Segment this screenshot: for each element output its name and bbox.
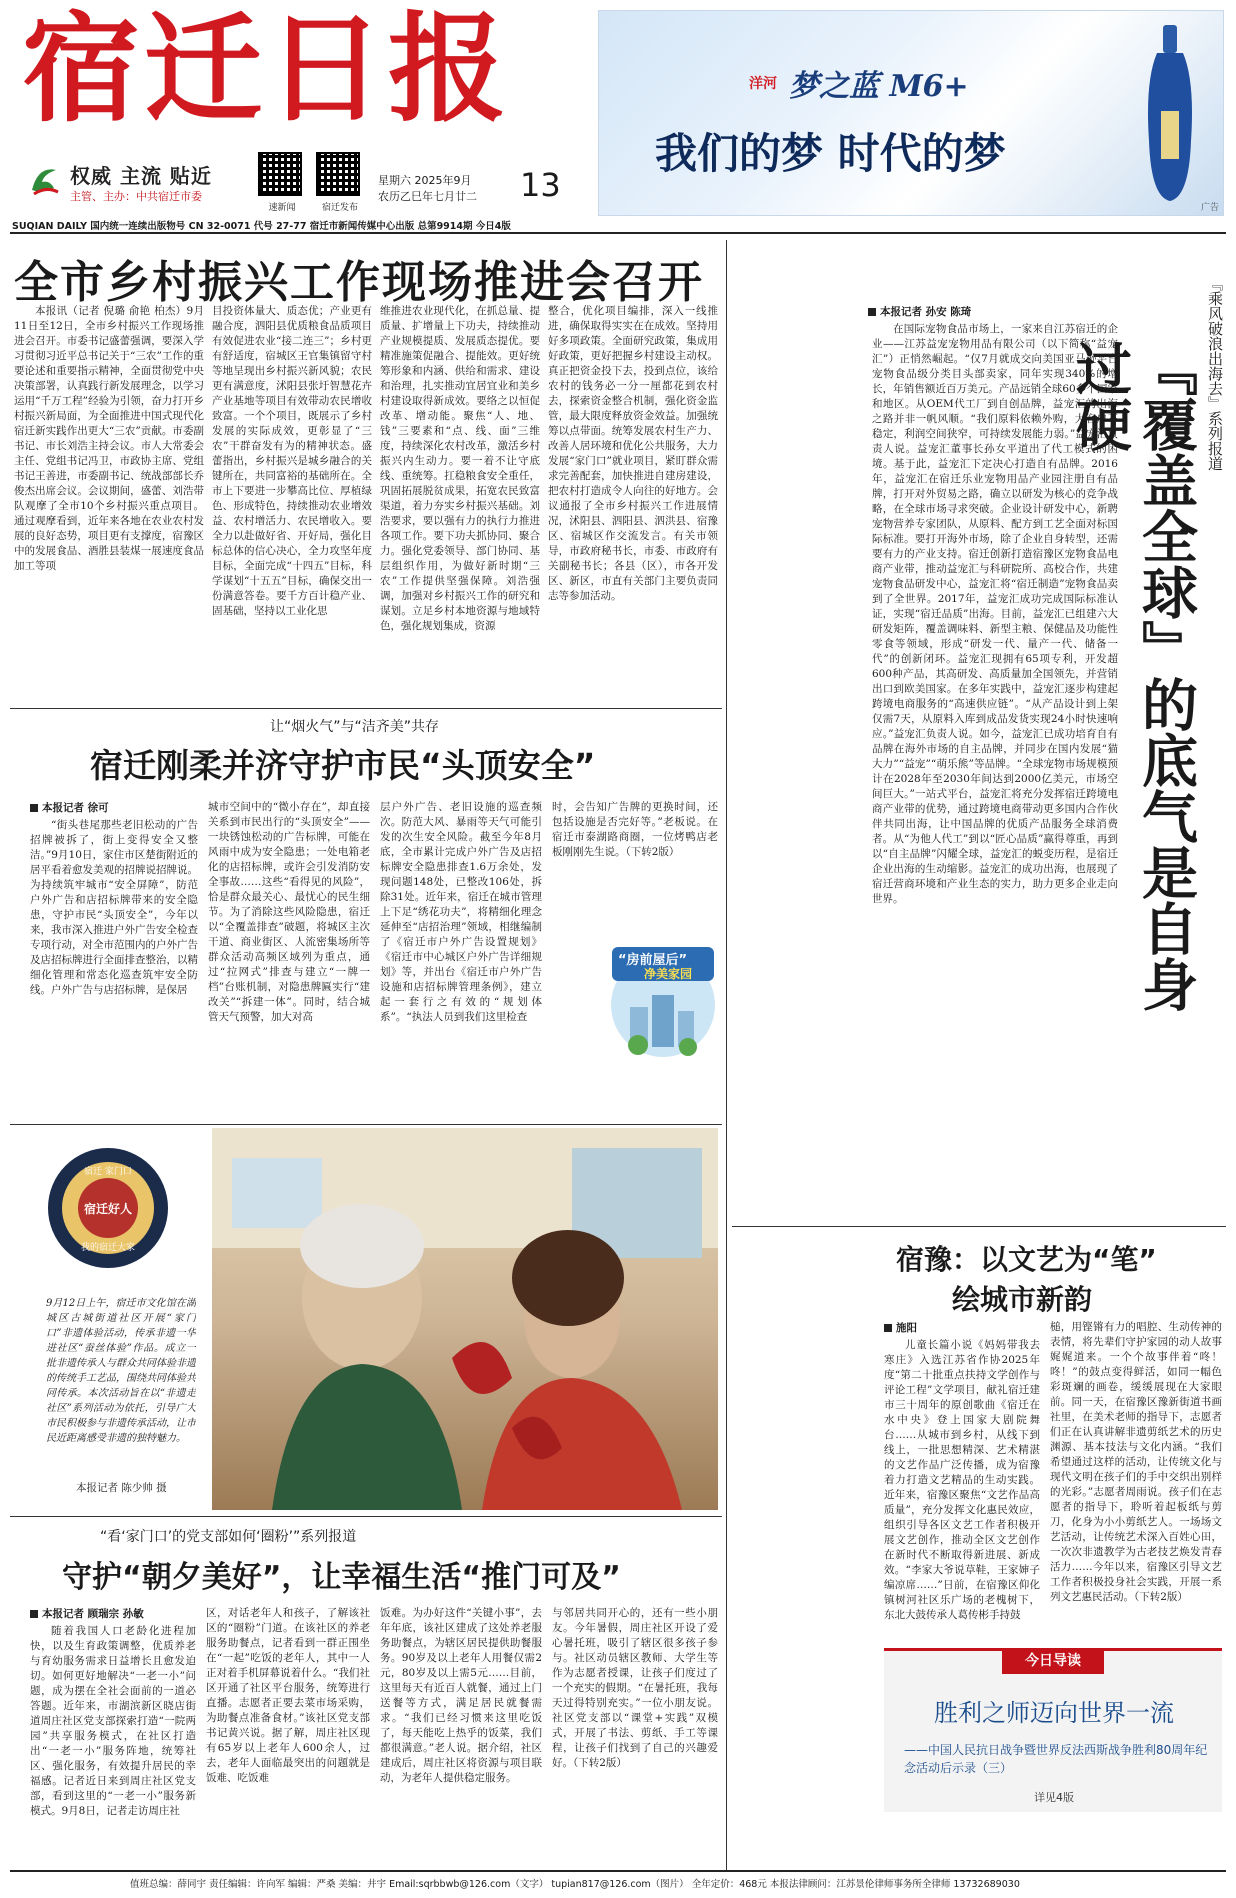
date-day: 13	[520, 166, 561, 204]
photo-sidebar	[10, 1128, 208, 1510]
qr-label: 宿迁发布	[321, 203, 358, 213]
qr-code-icon[interactable]	[258, 152, 302, 196]
lead-column: 维推进农业现代化，在抓总量、提质量、扩增量上下功夫，持续推动产业规模提质、发展质态提优。要精准施策促融合、提能效。更好统筹形象和内涵、供给和需求、建设和治理，扎实推动宜居宜业和美乡村建设取得新成效。要络之以恒促改革、增动能。聚焦“人、地、钱”三要素和“点、线、面”三维度，持续深化农村改革，激活乡村振兴内生动力。要一着不让守底线、重统筹。扛稳粮食安全重任，巩固拓展脱贫成果，拓宽农民致富渠道，着力夯实乡村振兴基础。刘浩要求，要以强有力的执行力推进各项工作。要下功夫抓协同、聚合力。强化党委领导、部门协同、基层组织作用，为做好新时期“三农”工作提供坚强保障。刘浩强调，加强对乡村振兴工作的研究和谋划。立足乡村本地资源与地域特色，强化规划集成，资源	[380, 305, 540, 632]
lead-column: 本报讯（记者 倪璐 俞艳 柏杰）9月11日至12日，全市乡村振兴工作现场推进会召开。市委书记盛蕾强调，要深入学习贯彻习近平总书记关于“三农”工作的重要论述和重要指示精神，全面贯彻党中央决策部署，认真践行新发展理念，以学习运用“千万工程”经验为引领，奋力打开乡村振兴新局面，为全面推进中国式现代化宿迁新实践作出更大“三农”贡献。市委副书记、市长刘浩主持会议。市人大常委会主任、党组书记冯卫，市政协主席、党组书记王善进，市委副书记、统战部部长乔俊杰出席会议。会议期间，盛蕾、刘浩带队观摩了全市10个乡村振兴重点项目。通过观摩看到，近年来各地在农业农村发展的良好态势，项目更有支撑度，宿豫区中的发展食品、酒胜县装煤一展速度食品加工等项	[14, 305, 204, 572]
slogan-logo-icon	[24, 160, 64, 200]
today-guide-box[interactable]	[884, 1648, 1222, 1812]
mid-column: 城市空间中的“微小存在”，却直接关系到市民出行的“头顶安全”——一块锈蚀松动的广告标牌，可能在风雨中成为安全隐患；一处电箱老化的店招标牌，或许会引发消防安全事故……这些“看得见的风险”，恰是群众最关心、最忧心的民生细节。为了消除这些风险隐患，宿迁以“全覆盖排查”破题，将城区主次干道、商业街区、人流密集场所等群众活动高频区域列为重点，通过“拉网式”排查与建立“一牌一档”台账机制，对隐患牌匾实行“建改关”“拆建一体”。同时，结合城管天气预警，加大对高	[208, 801, 370, 1023]
divider	[10, 232, 1226, 234]
feature-photo[interactable]	[212, 1128, 718, 1510]
culture-column: 槌，用铿锵有力的唱腔、生动传神的表情，将先辈们守护家园的动人故事娓娓道来。一个个故事伴着“咚！咚！”的鼓点变得鲜活，如同一幅色彩斑斓的画卷，缓缓展现在大家眼前。同一天，在宿豫区豫新街道书画社里，在美术老师的指导下，志愿者们正在认真讲解非遗剪纸艺术的历史渊源、基本技法与文化内涵。“我们希望通过这样的活动，让传统文化与现代文明在孩子们的手中交织出别样的光彩。”志愿者周雨说。孩子们在志愿者的指导下，聆听着起板纸与剪刀，化身为小小剪纸艺人。一场场文艺活动，让传统艺术深入百姓心田，一次次非遗教学为古老技艺焕发青春活力……今年以来，宿豫区引导文艺工作者积极投身社会实践，开展一系列文艺惠民活动。（下转2版）	[1050, 1321, 1222, 1603]
bottle-icon	[1137, 21, 1203, 207]
qr-code-icon[interactable]	[316, 152, 360, 196]
ad-tag: 广告	[1200, 203, 1219, 213]
bottom-column: 随着我国人口老龄化进程加快，以及生育政策调整，优质养老与育幼服务需求日益增长且愈发迫切。如何更好地解决“一老一小”问题，成为摆在全社会面前的一道必答题。近年来，市湖滨新区晓店街道周庄社区党支部探索打造“一院两园”共享服务模式，在社区打造出“一老一小”服务阵地，统筹社区、强化服务，有效提升居民的幸福感。记者近日来到周庄社区党支部，看到这里的“一老一小”服务新模式。9月8日，记者走访周庄社	[30, 1625, 196, 1817]
lead-column: 目投资体量大、质态优；产业更有融合度，泗阳县优质粮食品质项目有效促进农业“接二连三”；乡村更有舒适度，宿城区王官集镇留守村等地呈现出乡村振兴新风貌；农民更有满意度，沭阳县张圩智慧花卉产业基地等项目有效带动农民增收致富。一个个项目，既展示了乡村发展的实际成效，更彰显了“三农”干群奋发有为的精神状态。盛蕾指出，乡村振兴是城乡融合的关键所在，共同富裕的基础所在。全市上下要进一步攀高比位、厚植绿色、形成特色，持续推动农业增效益、农村增活力、农民增收入。要全力以赴做好省、开好局，强化目标总体的信心决心，全力攻坚年度目标，全面完成“十四五”目标，科学谋划“十五五”目标，确保交出一份满意答卷。要千方百计稳产业、固基础，坚持以工业化思	[212, 305, 372, 617]
bottom-column: 饭难。为办好这件“关键小事”，去年年底，该社区建成了这处养老服务助餐点，为辖区居民提供助餐服务。90岁及以上老年人用餐仅需2元，80岁及以上需5元……目前，这里每天有近百人就餐，通过上门送餐等方式，满足居民就餐需求。“我们已经习惯来这里吃饭了，每天能吃上热乎的饭菜，我们都很满意。”老人说。据介绍，社区建成后，周庄社区将资源与项目联动，为老年人提供稳定服务。	[380, 1607, 542, 1784]
divider	[10, 1516, 722, 1517]
right-series-body-continued	[732, 1086, 1220, 1218]
byline-marker-icon	[30, 1610, 38, 1618]
divider	[732, 1226, 1226, 1227]
mid-column: 层户外广告、老旧设施的巡查频次。防范大风、暴雨等天气可能引发的次生安全风险。截至今年8月底，全市累计完成户外广告及店招标牌安全隐患排查1.6万余处，发现问题148处，已整改106处，拆除31处。近年来，宿迁在城市管理上下足“绣花功夫”，将精细化理念延伸至“店招治理”领域，相继编制了《宿迁市户外广告设置规划》《宿迁市中心城区户外广告详细规划》等，并出台《宿迁市户外广告设施和店招标牌管理条例》，建立起一套行之有效的“规划体系”。“执法人员到我们这里检查	[380, 801, 542, 1023]
bottom-column: 区，对话老年人和孩子，了解该社区的“圈粉”门道。在该社区的养老服务助餐点，记者看到一群正围坐在“一起”吃饭的老年人，其中一人正对着手机屏幕说着什么。“我们社区开通了社区平台服务，统筹进行直播。志愿者正要去菜市场采购，为助餐点准备食材。”该社区党支部书记黄兴说。据了解，周庄社区现有65岁以上老年人600余人，过去，老年人面临最突出的问题就是饭难、吃饭难	[206, 1607, 370, 1784]
info-bar: SUQIAN DAILY 国内统一连续出版物号 CN 32-0071 代号 27-77 宿迁市新闻传媒中心出版 总第9914期 今日4版	[12, 221, 511, 232]
mid-kicker: 让“烟火气”与“洁齐美”共存	[270, 719, 440, 735]
today-guide-header: 今日导读	[1002, 1648, 1104, 1674]
masthead-slogan: 权威 主流 贴近	[70, 164, 212, 188]
series-label: 『乘风破浪出海去』系列报道	[1206, 276, 1224, 471]
badge-line-2: 净美家园	[644, 967, 693, 981]
photo-badge-icon	[46, 1146, 170, 1270]
lead-title: 全市乡村振兴工作现场推进会召开	[14, 257, 704, 308]
ad-product: 梦之蓝 M6+	[789, 69, 969, 104]
footer: 值班总编：薛同宇 责任编辑：许向军 编辑：严桑 美编：井宇 Email:sqrbbwb@126.com（文字） tupian817@126.com（图片） 全年定价：468元 本报法律顾问：江苏景伦律师事务所全律师 13732689030	[130, 1879, 1020, 1890]
bottom-column: 与邻居共同开心的，还有一些小朋友。今年暑假，周庄社区开设了爱心暑托班，吸引了辖区很多孩子参与。社区动员辖区教师、大学生等作为志愿者授课，让孩子们度过了一个充实的假期。“在暑托班，我每天过得特别充实。”一位小朋友说。社区党支部以“课堂+实践”双模式，开展了书法、剪纸、手工等课程，让孩子们找到了自己的兴趣爱好。（下转2版）	[552, 1607, 718, 1769]
right-series-body: 在国际宠物食品市场上，一家来自江苏宿迁的企业——江苏益宠宠物用品有限公司（以下简称“益宠汇”）正悄然崛起。“仅7月就成交向美国亚马逊平台宠物食品级分类目头部卖家，同年实现340%的增长，年销售额近百万美元。产品远销全球60多个国家和地区。从OEM代工厂到自创品牌，益宠汇的出海之路并非一帆风顺。“我们原料依赖外购，大客户不稳定，利润空间狭窄，可持续发展能力弱。”益宠汇负责人说。益宠汇董事长孙女平道出了代工模式的困境。基于此，益宠汇下定决心打造自有品牌。2016年，益宠汇在宿迁乐业宠物用品产业园注册自有品牌，打开对外贸易之路，确立以研发为核心的竞争战略，在全球市场寻求突破。企业设计研发中心，新聘宠物营养专家团队，从原料、配方到工艺全面对标国际标准。要打开海外市场，除了企业自身转型，还需要有力的产业支持。宿迁创新打造宿豫区宠物食品电商产业带，推动益宠汇与科研院所、高校合作，共建宠物食品研发中心，益宠汇将“宿迁制造”宠物食品卖到了全世界。2017年，益宠汇成功完成国际标准认证，实现“宿迁品质”出海。目前，益宠汇已组建六大研发矩阵，覆盖调味料、新型主粮、保健品及功能性零食等领域，形成“研发一代、量产一代、储备一代”的创新闭环。益宠汇现拥有65项专利，开发超600种产品，其高研发、高质量加全国领先，并营销出口到欧美国家。在多年实践中，益宠汇逐步构建起跨境电商服务的“高速供应链”。“从产品设计到上架仅需7天，从原料入库到成品发货实现24小时快速响应。”益宠汇负责人说。如今，益宠汇已成功培育自有品牌在海外市场的自主品牌，并同步在国内发展“猫大力”“益宠”“萌乐熊”等品牌。“全球宠物市场规模预计在2028年至2030年间达到2000亿美元，市场空间巨大。”一站式平台，益宠汇将充分发挥宿迁跨境电商产业带的优势，通过跨境电商带动更多国内合作伙伴共同出海，让中国品牌的优质产品服务全球消费者。从“为他人代工”到以“匠心品质”赢得尊重，再到以“自主品牌”闪耀全球，益宠汇的蜕变历程，是宿迁企业出海的生动缩影。益宠汇的成功出海，也展现了宿迁营商环境和产业生态的实力，助力更多企业走向世界。	[872, 323, 1118, 905]
qr-block	[258, 152, 368, 216]
divider	[726, 240, 727, 1870]
mid-title: 宿迁刚柔并济守护市民“头顶安全”	[90, 746, 596, 785]
mid-byline: 本报记者 徐可	[30, 800, 109, 819]
today-guide-ref[interactable]: 详见4版	[1034, 1791, 1074, 1804]
lead-column: 整合，优化项目编排，深入一线推进，确保取得实实在在成效。坚持用好多项政策。全面研究政策，集成用好政策，更好把握乡村建设主动权。真正把资金投下去，投到点位，该给农村的钱务必一分一厘都花到农村去，探索资金整合机制，强化资金监管，最大限度释放资金效益。加强统筹以点带面。统筹发展农村生产力、改善人居环境和优化公共服务，大力发展“家门口”就业项目，紧盯群众需求完善配套，加快推进自建房建设，把农村打造成令人向往的好地方。会议通报了全市乡村振兴工作进展情况，沭阳县、泗阳县、泗洪县、宿豫区、宿城区作交流发言。有关市领导，市政府秘书长，市委、市政府有关副秘书长；各县（区），市各开发区、新区，市直有关部门主要负责同志等参加活动。	[548, 305, 718, 602]
date-line-2: 农历乙巳年七月廿二	[378, 190, 477, 203]
ad-brand: 洋河	[749, 76, 777, 92]
divider	[10, 708, 722, 709]
ad-banner[interactable]	[598, 10, 1224, 216]
house-badge-illustration	[608, 925, 718, 1075]
qr-label: 速新闻	[268, 203, 296, 213]
date-line-1: 星期六 2025年9月	[378, 174, 472, 187]
badge-mid: 宿迁好人	[83, 1202, 132, 1216]
mid-column: “街头巷尾那些老旧松动的广告招牌被拆了，街上变得安全又整洁。”9月10日，家住市区楚街附近的居平看着愈发美观的招牌说招牌说。为持续筑牢城市“安全屏障”，防范户外广告和店招标牌带来的安全隐患，守护市民“头顶安全”，今年以来，我市深入推进户外广告安全检查专项行动，对全市范围内的户外广告及店招标牌进行全面排查整治，以精细化管理和常态化巡查筑牢安全防线。户外广告与店招标牌，是保居	[30, 819, 198, 996]
badge-bottom: 我的宿迁大家	[80, 1243, 135, 1253]
badge-line-1: “房前屋后”	[618, 953, 688, 968]
culture-title-2: 绘城市新韵	[952, 1283, 1093, 1316]
today-guide-sub: ——中国人民抗日战争暨世界反法西斯战争胜利80周年纪念活动后示录（三）	[904, 1743, 1208, 1775]
culture-title-1: 宿豫：以文艺为“笔”	[896, 1243, 1157, 1276]
photo-caption: 9月12日上午，宿迁市文化馆在湖城区古城街道社区开展“家门口”非遗体验活动，传承非遗一华进社区“蚕丝体验”作品。成立一批非遗传承人与群众共同体验非遗的传统手工艺品，围绕共同体验共同传承。本次活动旨在以“非遗走社区”系列活动为依托，引导广大市民积极参与非遗传承活动，让市民近距离感受非遗的独特魅力。	[46, 1298, 196, 1444]
bottom-kicker: “看‘家门口’的党支部如何‘圈粉’”系列报道	[100, 1529, 357, 1545]
divider	[10, 1124, 722, 1125]
newspaper-title: 宿迁日报	[22, 0, 511, 138]
series-vertical-title: 『覆盖全球』的底气是自身过硬	[1067, 340, 1198, 1012]
photo-credit: 本报记者 陈少帅 摄	[76, 1482, 167, 1494]
byline-marker-icon	[884, 1324, 892, 1332]
bottom-byline: 本报记者 顾瑞宗 孙敏	[30, 1606, 144, 1625]
byline-marker-icon	[30, 804, 38, 812]
masthead	[0, 0, 1236, 230]
divider	[10, 1870, 1226, 1872]
today-guide-headline: 胜利之师迈向世界一流	[934, 1699, 1174, 1727]
badge-top: 宿迁 家门口	[84, 1167, 132, 1177]
mid-column: 时，会告知广告牌的更换时间，还包括设施是否完好等。”老板说。在宿迁市泰湖路商圈，一位烤鸭店老板刚刚先生说。（下转2版）	[552, 801, 718, 858]
ad-slogan: 我们的梦 时代的梦	[655, 129, 1006, 178]
byline-marker-icon	[868, 308, 876, 316]
culture-column: 儿童长篇小说《妈妈带我去寒庄》入选江苏省作协2025年度“第二十批重点扶持文学创作与评论工程”文学项目，献礼宿迁建市三十周年的原创歌曲《宿迁在水中央》登上国家大剧院舞台……从城市到乡村，从线下到线上，一批思想精深、艺术精湛的文艺作品广泛传播，成为宿豫着力打造文艺精品的生动实践。近年来，宿豫区聚焦“文艺作品高质量”，充分发挥文化惠民效应，组织引导各区文艺工作者积极开展文艺创作，推动全区文艺创作在新时代不断取得新进展、新成效。“李家大爷说草鞋，王家婶子编凉席……”日前，在宿豫区仰化镇树河社区乐广场的老槐树下，东北大鼓传承人葛传彬手持鼓	[884, 1339, 1040, 1621]
right-byline: 本报记者 孙安 陈琦	[868, 304, 971, 323]
culture-byline: 施阳	[884, 1320, 917, 1339]
masthead-sponsor: 主管、主办：中共宿迁市委	[70, 190, 202, 203]
bottom-title: 守护“朝夕美好”，让幸福生活“推门可及”	[62, 1560, 621, 1595]
